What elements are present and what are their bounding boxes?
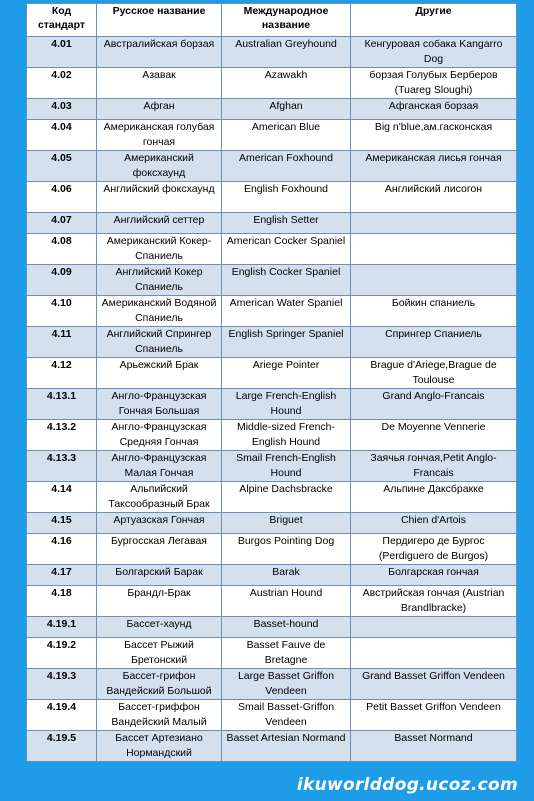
code-cell: 4.01	[27, 37, 97, 68]
other-names-cell: Big n'blue,ам.гасконская	[351, 120, 517, 151]
table-body	[27, 37, 517, 762]
international-name-cell: English Cocker Spaniel	[222, 265, 351, 296]
other-names-cell: Заячья гончая,Petit Anglo-Francais	[351, 451, 517, 482]
other-names-cell: Кенгуровая собака Kangarro Dog	[351, 37, 517, 68]
russian-name-cell: Англо-Французская Средняя Гончая	[97, 420, 222, 451]
header-international-name: Международное название	[222, 4, 351, 37]
table-row	[27, 234, 517, 265]
russian-name-cell: Брандл-Брак	[97, 586, 222, 617]
header-code: Код стандарт	[27, 4, 97, 37]
table-row	[27, 37, 517, 68]
table-row	[27, 451, 517, 482]
table-row	[27, 213, 517, 234]
table-row	[27, 700, 517, 731]
russian-name-cell: Бассет-грифон Вандейский Большой	[97, 669, 222, 700]
table-row	[27, 182, 517, 213]
table-row	[27, 151, 517, 182]
other-names-cell: Бойкин спаниель	[351, 296, 517, 327]
table-row	[27, 327, 517, 358]
russian-name-cell: Бургосская Легавая	[97, 534, 222, 565]
table-row	[27, 99, 517, 120]
russian-name-cell: Английский сеттер	[97, 213, 222, 234]
other-names-cell	[351, 638, 517, 669]
table-row	[27, 68, 517, 99]
other-names-cell: Chien d'Artois	[351, 513, 517, 534]
code-cell: 4.09	[27, 265, 97, 296]
other-names-cell: De Moyenne Vennerie	[351, 420, 517, 451]
international-name-cell: Basset-hound	[222, 617, 351, 638]
header-other-names: Другие	[351, 4, 517, 37]
international-name-cell: American Cocker Spaniel	[222, 234, 351, 265]
table-row	[27, 534, 517, 565]
code-cell: 4.19.1	[27, 617, 97, 638]
code-cell: 4.03	[27, 99, 97, 120]
russian-name-cell: Бассет Рыжий Бретонский	[97, 638, 222, 669]
table-row	[27, 617, 517, 638]
site-watermark: ikuworlddog.ucoz.com	[296, 775, 518, 795]
other-names-cell: Спрингер Спаниель	[351, 327, 517, 358]
breed-table	[26, 3, 517, 762]
breed-table-sheet	[26, 3, 516, 762]
russian-name-cell: Английский Спрингер Спаниель	[97, 327, 222, 358]
code-cell: 4.15	[27, 513, 97, 534]
other-names-cell: Американская лисья гончая	[351, 151, 517, 182]
code-cell: 4.08	[27, 234, 97, 265]
russian-name-cell: Американский фоксхаунд	[97, 151, 222, 182]
international-name-cell: Australian Greyhound	[222, 37, 351, 68]
international-name-cell: Briguet	[222, 513, 351, 534]
code-cell: 4.10	[27, 296, 97, 327]
code-cell: 4.16	[27, 534, 97, 565]
international-name-cell: Afghan	[222, 99, 351, 120]
russian-name-cell: Бассет-гриффон Вандейский Малый	[97, 700, 222, 731]
code-cell: 4.12	[27, 358, 97, 389]
russian-name-cell: Английский Кокер Спаниель	[97, 265, 222, 296]
other-names-cell: Grand Basset Griffon Vendeen	[351, 669, 517, 700]
international-name-cell: American Water Spaniel	[222, 296, 351, 327]
international-name-cell: English Foxhound	[222, 182, 351, 213]
russian-name-cell: Англо-Французская Гончая Большая	[97, 389, 222, 420]
table-row	[27, 638, 517, 669]
code-cell: 4.18	[27, 586, 97, 617]
other-names-cell: Brague d'Ariege,Brague de Toulouse	[351, 358, 517, 389]
table-row	[27, 389, 517, 420]
code-cell: 4.19.3	[27, 669, 97, 700]
table-row	[27, 120, 517, 151]
code-cell: 4.11	[27, 327, 97, 358]
russian-name-cell: Артуазская Гончая	[97, 513, 222, 534]
other-names-cell: Basset Normand	[351, 731, 517, 762]
code-cell: 4.02	[27, 68, 97, 99]
other-names-cell: Австрийская гончая (Austrian Brandlbracke)	[351, 586, 517, 617]
other-names-cell: Grand Anglo-Francais	[351, 389, 517, 420]
international-name-cell: English Springer Spaniel	[222, 327, 351, 358]
other-names-cell: Альпине Даксбракке	[351, 482, 517, 513]
international-name-cell: Basset Fauve de Bretagne	[222, 638, 351, 669]
code-cell: 4.19.4	[27, 700, 97, 731]
russian-name-cell: Болгарский Барак	[97, 565, 222, 586]
international-name-cell: Large Basset Griffon Vendeen	[222, 669, 351, 700]
table-row	[27, 482, 517, 513]
russian-name-cell: Американский Водяной Спаниель	[97, 296, 222, 327]
russian-name-cell: Альпийский Таксообразный Брак	[97, 482, 222, 513]
table-row	[27, 265, 517, 296]
code-cell: 4.05	[27, 151, 97, 182]
international-name-cell: Middle-sized French-English Hound	[222, 420, 351, 451]
code-cell: 4.13.1	[27, 389, 97, 420]
header-russian-name: Русское название	[97, 4, 222, 37]
table-row	[27, 565, 517, 586]
table-row	[27, 420, 517, 451]
code-cell: 4.13.2	[27, 420, 97, 451]
international-name-cell: American Blue	[222, 120, 351, 151]
international-name-cell: Large French-English Hound	[222, 389, 351, 420]
code-cell: 4.06	[27, 182, 97, 213]
international-name-cell: Basset Artesian Normand	[222, 731, 351, 762]
code-cell: 4.13.3	[27, 451, 97, 482]
international-name-cell: Smail French-English Hound	[222, 451, 351, 482]
code-cell: 4.07	[27, 213, 97, 234]
russian-name-cell: Австралийская борзая	[97, 37, 222, 68]
other-names-cell: Английский лисогон	[351, 182, 517, 213]
international-name-cell: English Setter	[222, 213, 351, 234]
code-cell: 4.04	[27, 120, 97, 151]
code-cell: 4.19.5	[27, 731, 97, 762]
other-names-cell	[351, 265, 517, 296]
other-names-cell	[351, 234, 517, 265]
russian-name-cell: Американская голубая гончая	[97, 120, 222, 151]
russian-name-cell: Американский Кокер-Спаниель	[97, 234, 222, 265]
russian-name-cell: Бассет-хаунд	[97, 617, 222, 638]
international-name-cell: Smail Basset-Griffon Vendeen	[222, 700, 351, 731]
russian-name-cell: Англо-Французская Малая Гончая	[97, 451, 222, 482]
international-name-cell: Burgos Pointing Dog	[222, 534, 351, 565]
other-names-cell: борзая Голубых Берберов (Tuareg Sloughi)	[351, 68, 517, 99]
table-row	[27, 358, 517, 389]
code-cell: 4.19.2	[27, 638, 97, 669]
table-row	[27, 296, 517, 327]
table-row	[27, 586, 517, 617]
other-names-cell	[351, 213, 517, 234]
table-row	[27, 513, 517, 534]
international-name-cell: Ariege Pointer	[222, 358, 351, 389]
other-names-cell	[351, 617, 517, 638]
international-name-cell: Azawakh	[222, 68, 351, 99]
other-names-cell: Пердигеро де Бургос (Perdiguero de Burgos)	[351, 534, 517, 565]
table-row	[27, 669, 517, 700]
russian-name-cell: Английский фоксхаунд	[97, 182, 222, 213]
international-name-cell: Alpine Dachsbracke	[222, 482, 351, 513]
other-names-cell: Болгарская гончая	[351, 565, 517, 586]
table-header-row	[27, 4, 517, 37]
international-name-cell: Austrian Hound	[222, 586, 351, 617]
international-name-cell: Barak	[222, 565, 351, 586]
code-cell: 4.17	[27, 565, 97, 586]
other-names-cell: Petit Basset Griffon Vendeen	[351, 700, 517, 731]
international-name-cell: American Foxhound	[222, 151, 351, 182]
russian-name-cell: Азавак	[97, 68, 222, 99]
russian-name-cell: Афган	[97, 99, 222, 120]
russian-name-cell: Арьежский Брак	[97, 358, 222, 389]
russian-name-cell: Бассет Артезиано Нормандский	[97, 731, 222, 762]
other-names-cell: Афганская борзая	[351, 99, 517, 120]
table-row	[27, 731, 517, 762]
code-cell: 4.14	[27, 482, 97, 513]
